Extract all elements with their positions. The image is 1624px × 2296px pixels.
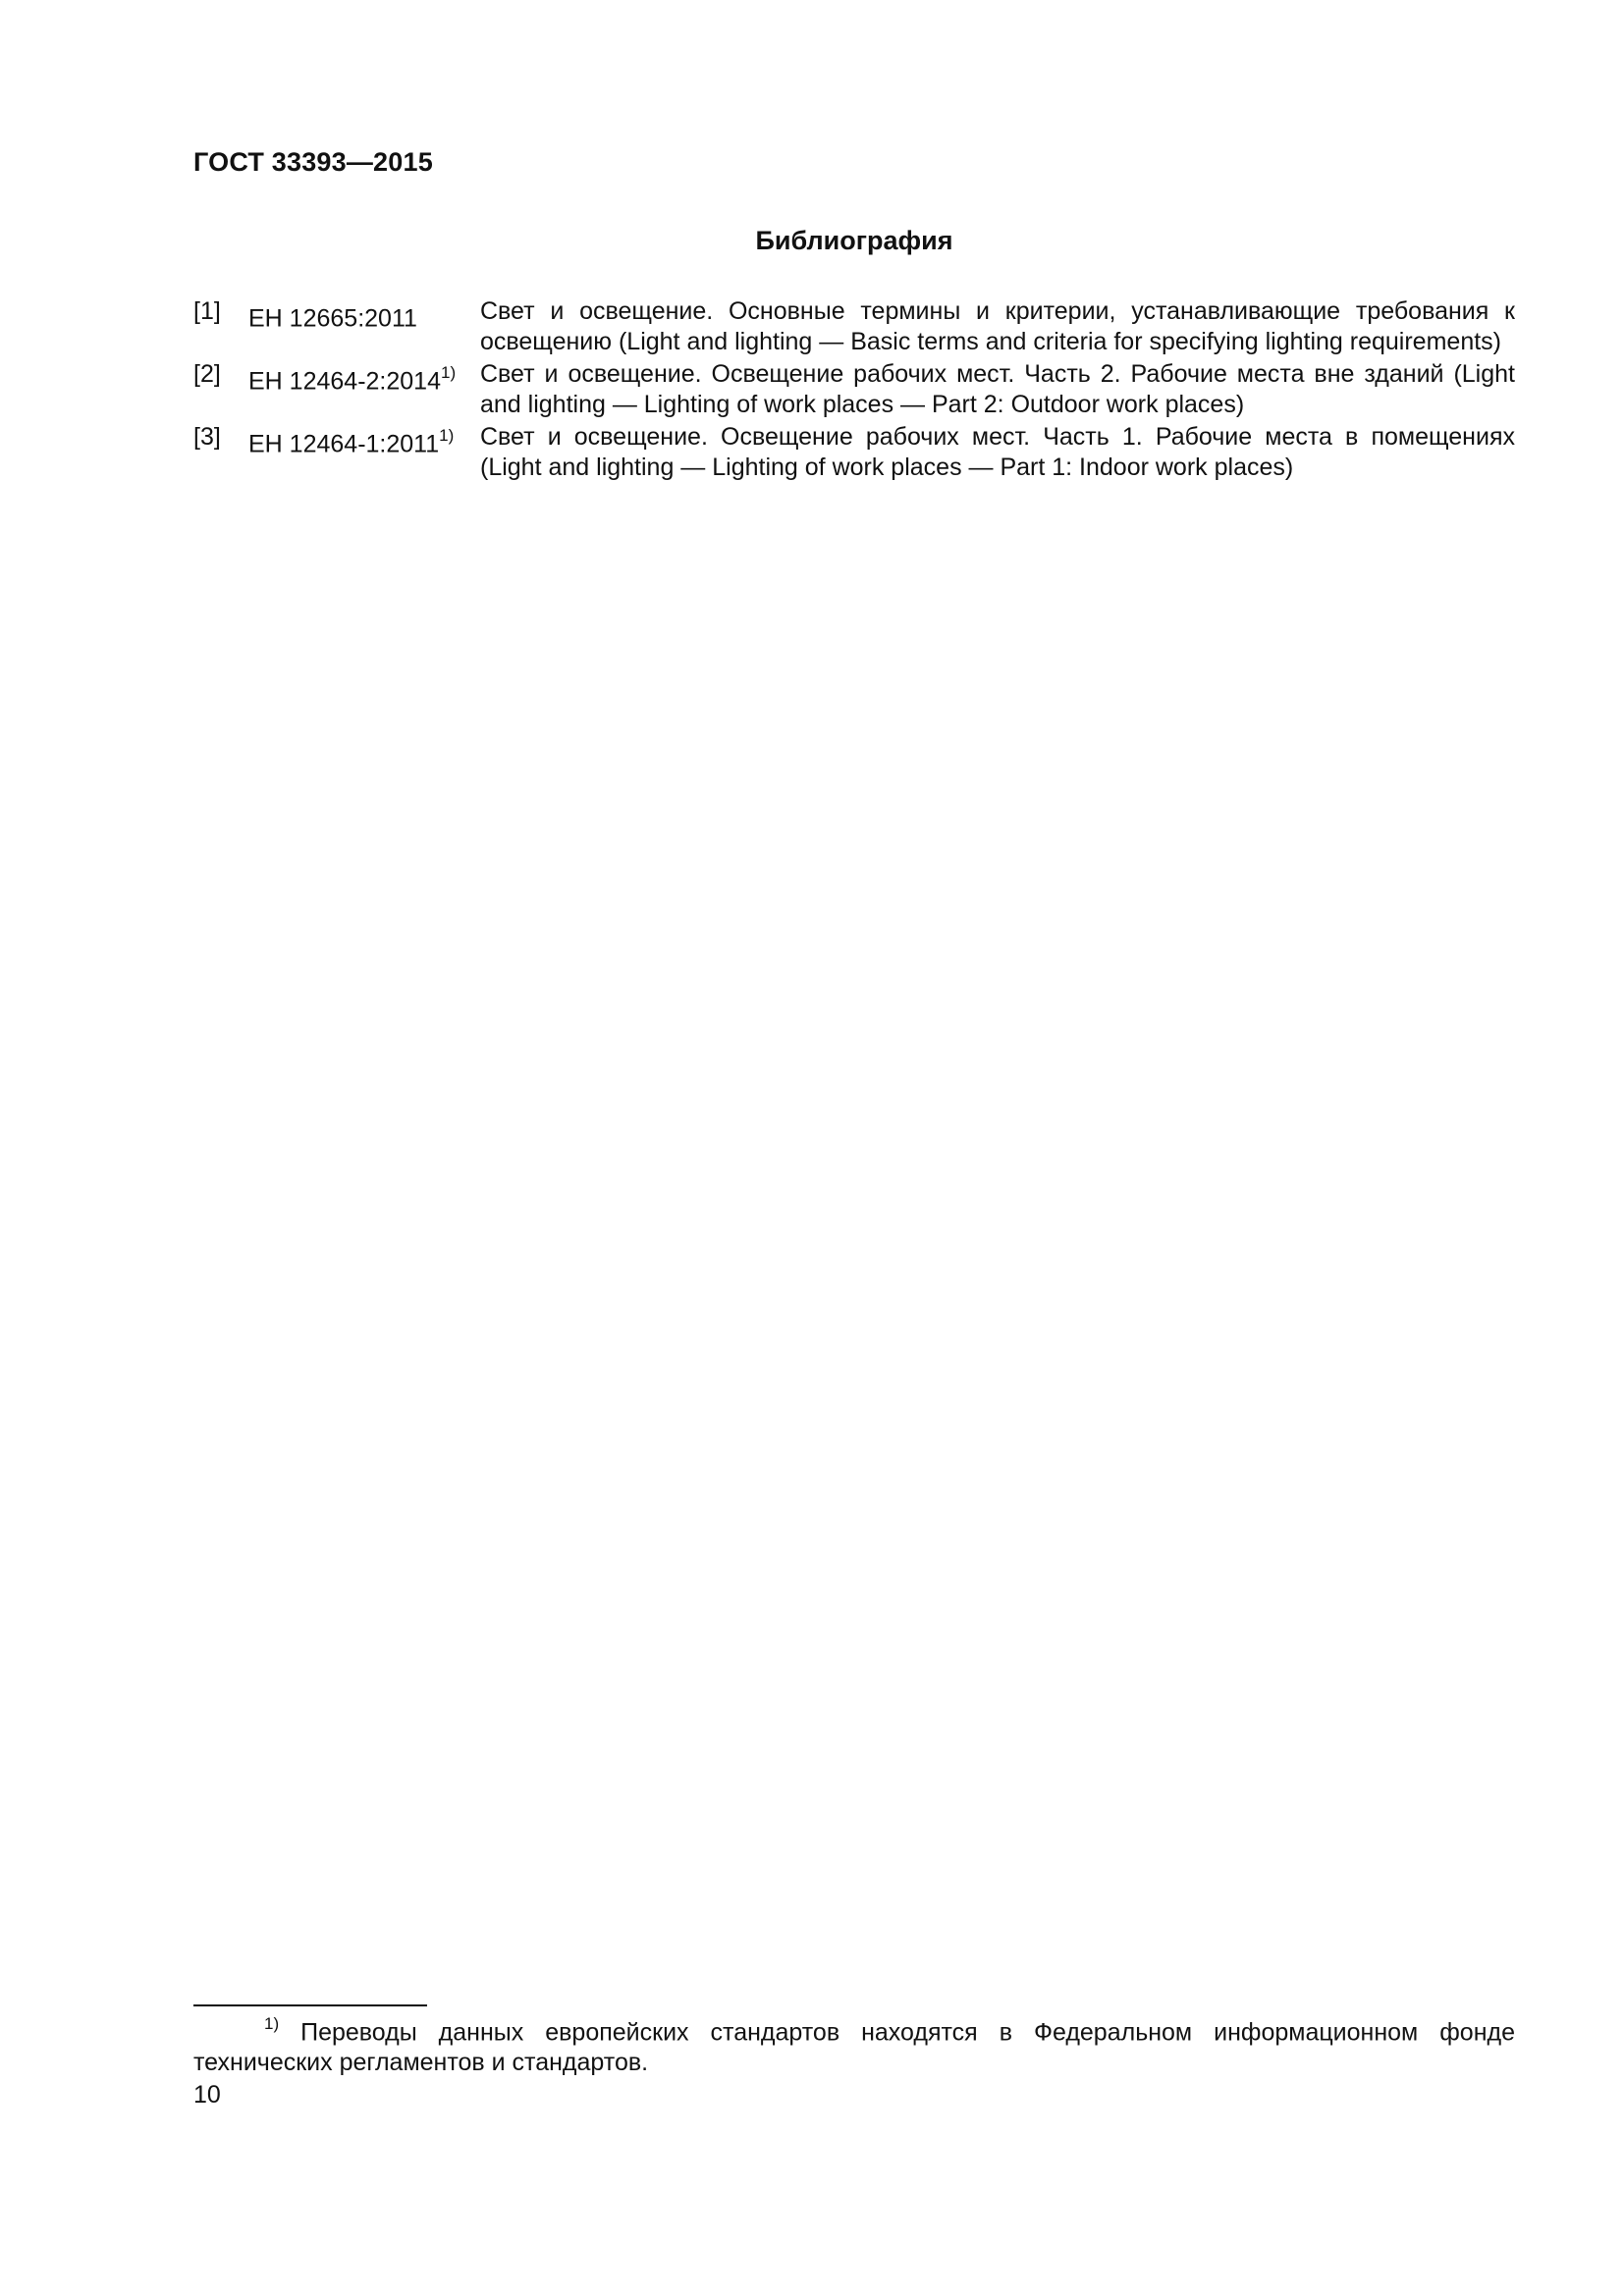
entry-number: [1] — [193, 297, 221, 325]
entry-standard-code — [248, 296, 480, 334]
document-code-header: ГОСТ 33393—2015 — [193, 147, 433, 177]
entry-title: Свет и освещение. Освещение рабочих мест. Часть 1. Рабочие места в помещениях (Light and lighting — Lighting of work places — Part 1: Indoor work places) — [480, 423, 1515, 481]
entry-footnote-mark: 1) — [440, 363, 457, 382]
entry-code-text: ЕН 12464-1:2011 — [248, 430, 440, 458]
footnote-mark: 1) — [264, 2014, 280, 2033]
page-number: 10 — [193, 2081, 221, 2109]
bibliography-entry — [193, 296, 1515, 357]
footnote-text: Переводы данных европейских стандартов находятся в Федеральном информационном фонде технических регламентов и стандартов. — [193, 2018, 1515, 2077]
entry-title: Свет и освещение. Основные термины и критерии, устанавливающие требования к освещению (Light and lighting — Basic terms and criteria for specifying lighting requirements) — [480, 297, 1515, 355]
entry-number: [3] — [193, 423, 221, 451]
bibliography-list — [193, 296, 1515, 485]
bibliography-entry — [193, 359, 1515, 420]
entry-number: [2] — [193, 360, 221, 388]
bibliography-entry — [193, 422, 1515, 483]
entry-standard-code — [248, 422, 480, 459]
footnote — [193, 2010, 1515, 2078]
entry-code-text: ЕН 12464-2:2014 — [248, 367, 441, 396]
entry-footnote-mark: 1) — [439, 426, 455, 445]
entry-standard-code — [248, 359, 480, 397]
entry-code-text: ЕН 12665:2011 — [248, 304, 417, 333]
entry-title: Свет и освещение. Освещение рабочих мест. Часть 2. Рабочие места вне зданий (Light and lighting — Lighting of work places — Part 2: Outdoor work places) — [480, 360, 1515, 418]
bibliography-title: Библиография — [755, 226, 953, 255]
footnote-divider — [193, 2004, 427, 2006]
